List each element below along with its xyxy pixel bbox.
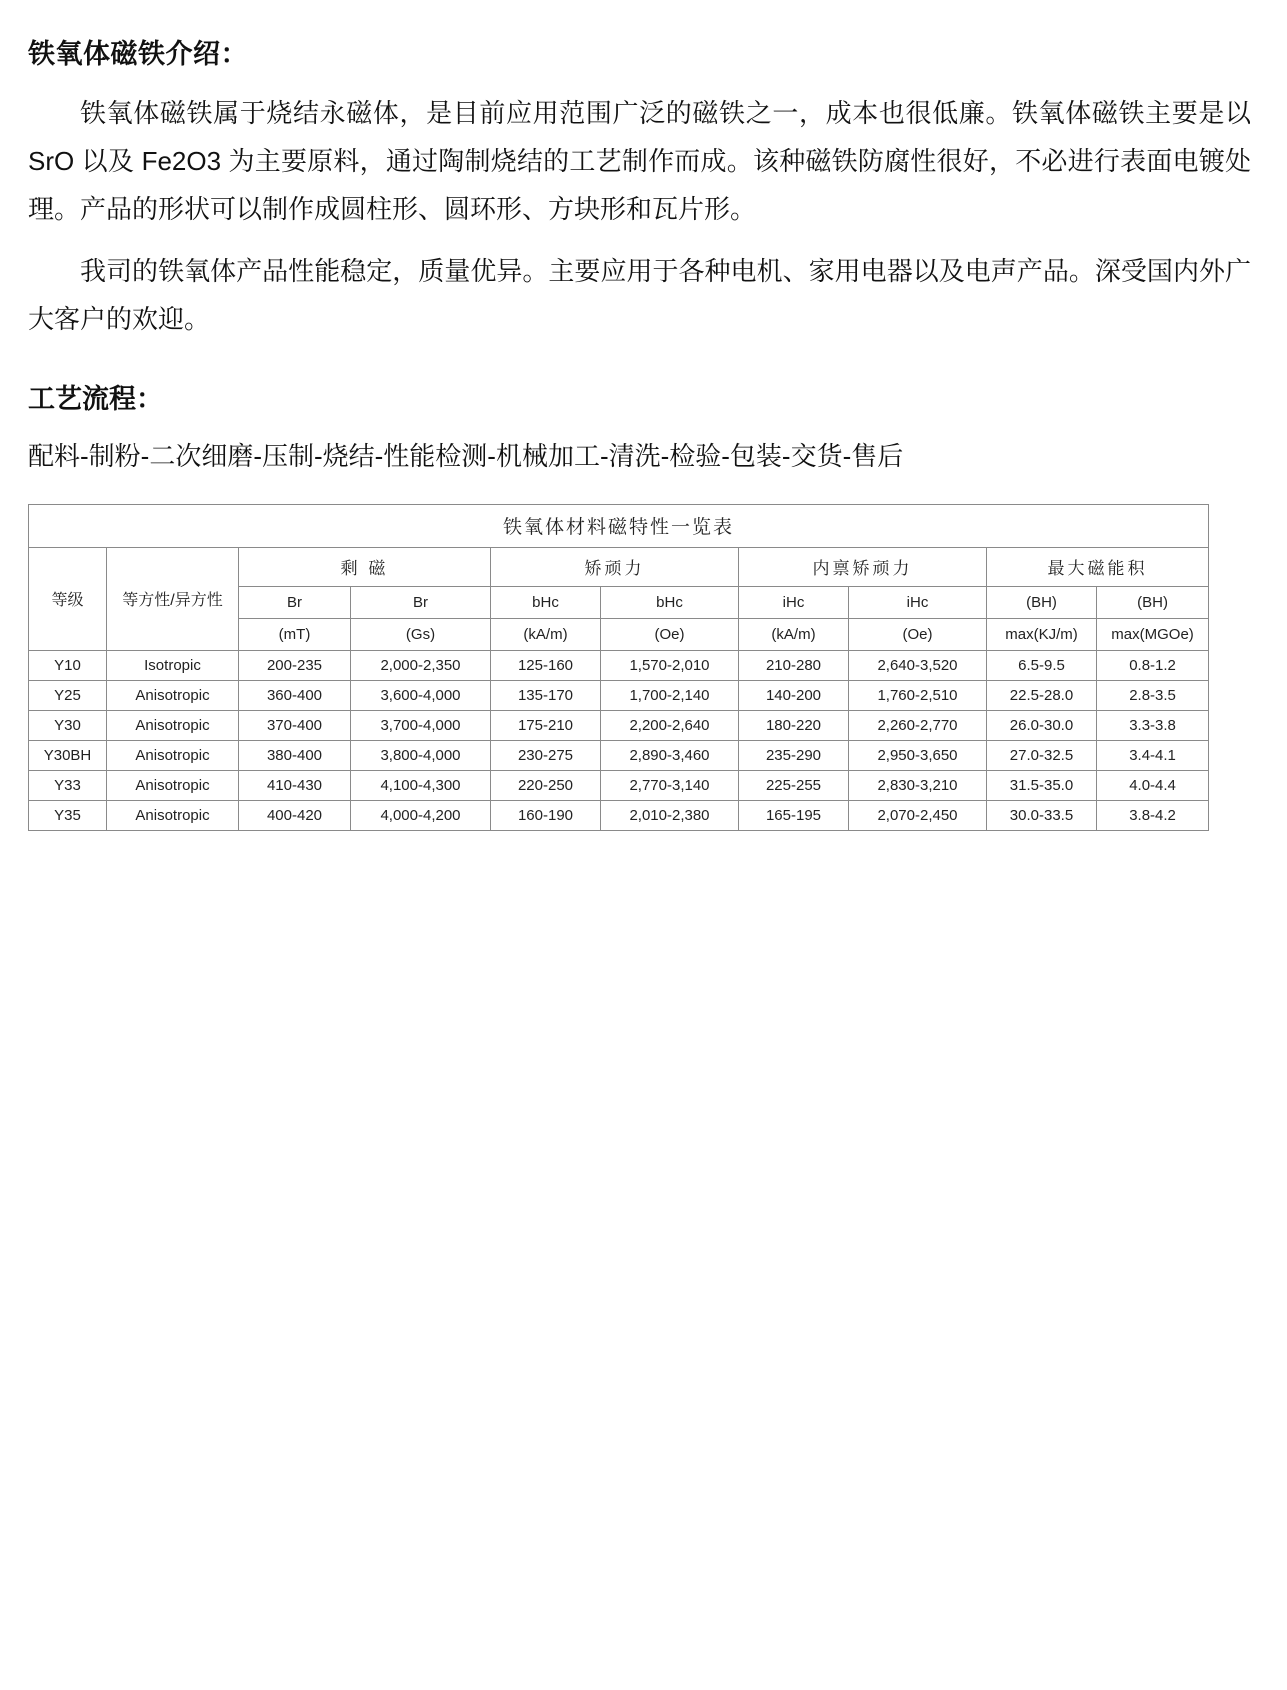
cell-value: 3.8-4.2 bbox=[1097, 800, 1209, 830]
cell-value: Anisotropic bbox=[107, 740, 239, 770]
cell-value: Anisotropic bbox=[107, 770, 239, 800]
header-remanence: 剩 磁 bbox=[239, 547, 491, 586]
intro-paragraph-1: 铁氧体磁铁属于烧结永磁体，是目前应用范围广泛的磁铁之一，成本也很低廉。铁氧体磁铁主要是以 SrO 以及 Fe2O3 为主要原料，通过陶制烧结的工艺制作而成。该种磁铁防腐性很好，不必进行表面电镀处理。产品的形状可以制作成圆柱形、圆环形、方块形和瓦片形。 bbox=[28, 98, 1251, 225]
cell-value: 225-255 bbox=[739, 770, 849, 800]
cell-value: 235-290 bbox=[739, 740, 849, 770]
cell-value: 4,000-4,200 bbox=[351, 800, 491, 830]
cell-value: 3.3-3.8 bbox=[1097, 710, 1209, 740]
cell-value: 1,700-2,140 bbox=[601, 680, 739, 710]
cell-value: 125-160 bbox=[491, 650, 601, 680]
cell-value: 360-400 bbox=[239, 680, 351, 710]
cell-value: 2,010-2,380 bbox=[601, 800, 739, 830]
cell-value: 2.8-3.5 bbox=[1097, 680, 1209, 710]
cell-value: 6.5-9.5 bbox=[987, 650, 1097, 680]
cell-value: 2,950-3,650 bbox=[849, 740, 987, 770]
unit-ihc-oe: (Oe) bbox=[849, 618, 987, 650]
cell-value: 30.0-33.5 bbox=[987, 800, 1097, 830]
unit-bhc-oe: (Oe) bbox=[601, 618, 739, 650]
cell-grade: Y25 bbox=[29, 680, 107, 710]
table-row bbox=[29, 800, 1209, 830]
subheader-ihc-oe: iHc bbox=[849, 586, 987, 618]
header-max-energy-product: 最大磁能积 bbox=[987, 547, 1209, 586]
cell-value: 3,700-4,000 bbox=[351, 710, 491, 740]
cell-value: 140-200 bbox=[739, 680, 849, 710]
intro-title: 铁氧体磁铁介绍： bbox=[28, 39, 248, 69]
cell-value: 1,570-2,010 bbox=[601, 650, 739, 680]
cell-value: Anisotropic bbox=[107, 800, 239, 830]
cell-grade: Y30BH bbox=[29, 740, 107, 770]
unit-ihc-ka: (kA/m) bbox=[739, 618, 849, 650]
cell-value: 2,830-3,210 bbox=[849, 770, 987, 800]
table-title-row bbox=[29, 504, 1209, 547]
table-row bbox=[29, 710, 1209, 740]
unit-br-mt: (mT) bbox=[239, 618, 351, 650]
cell-grade: Y33 bbox=[29, 770, 107, 800]
cell-value: 2,200-2,640 bbox=[601, 710, 739, 740]
cell-grade: Y35 bbox=[29, 800, 107, 830]
subheader-bh-kj: (BH) bbox=[987, 586, 1097, 618]
header-grade: 等级 bbox=[29, 547, 107, 650]
cell-value: 0.8-1.2 bbox=[1097, 650, 1209, 680]
cell-value: 31.5-35.0 bbox=[987, 770, 1097, 800]
ferrite-spec-table bbox=[28, 504, 1209, 831]
cell-grade: Y10 bbox=[29, 650, 107, 680]
cell-value: 1,760-2,510 bbox=[849, 680, 987, 710]
cell-value: 400-420 bbox=[239, 800, 351, 830]
cell-value: 3,600-4,000 bbox=[351, 680, 491, 710]
cell-value: 380-400 bbox=[239, 740, 351, 770]
cell-value: 3.4-4.1 bbox=[1097, 740, 1209, 770]
cell-value: 27.0-32.5 bbox=[987, 740, 1097, 770]
cell-value: 3,800-4,000 bbox=[351, 740, 491, 770]
process-title: 工艺流程： bbox=[28, 384, 163, 415]
cell-value: 220-250 bbox=[491, 770, 601, 800]
unit-bh-mgoe: max(MGOe) bbox=[1097, 618, 1209, 650]
subheader-ihc-ka: iHc bbox=[739, 586, 849, 618]
unit-br-gs: (Gs) bbox=[351, 618, 491, 650]
cell-grade: Y30 bbox=[29, 710, 107, 740]
cell-value: 160-190 bbox=[491, 800, 601, 830]
unit-bhc-ka: (kA/m) bbox=[491, 618, 601, 650]
cell-value: 2,640-3,520 bbox=[849, 650, 987, 680]
header-isotropy: 等方性/异方性 bbox=[107, 547, 239, 650]
cell-value: Isotropic bbox=[107, 650, 239, 680]
cell-value: 4,100-4,300 bbox=[351, 770, 491, 800]
cell-value: 410-430 bbox=[239, 770, 351, 800]
cell-value: 135-170 bbox=[491, 680, 601, 710]
table-row bbox=[29, 650, 1209, 680]
cell-value: 22.5-28.0 bbox=[987, 680, 1097, 710]
subheader-br-mt: Br bbox=[239, 586, 351, 618]
cell-value: 2,000-2,350 bbox=[351, 650, 491, 680]
cell-value: 175-210 bbox=[491, 710, 601, 740]
table-row bbox=[29, 770, 1209, 800]
table-row bbox=[29, 740, 1209, 770]
intro-paragraph-2: 我司的铁氧体产品性能稳定，质量优异。主要应用于各种电机、家用电器以及电声产品。深受国内外广大客户的欢迎。 bbox=[28, 256, 1251, 335]
cell-value: 2,070-2,450 bbox=[849, 800, 987, 830]
cell-value: 2,260-2,770 bbox=[849, 710, 987, 740]
cell-value: 200-235 bbox=[239, 650, 351, 680]
cell-value: 2,770-3,140 bbox=[601, 770, 739, 800]
unit-bh-kj: max(KJ/m) bbox=[987, 618, 1097, 650]
table-title-cell: 铁氧体材料磁特性一览表 bbox=[29, 504, 1209, 547]
cell-value: 370-400 bbox=[239, 710, 351, 740]
cell-value: 180-220 bbox=[739, 710, 849, 740]
cell-value: Anisotropic bbox=[107, 710, 239, 740]
cell-value: 4.0-4.4 bbox=[1097, 770, 1209, 800]
table-group-header-row bbox=[29, 547, 1209, 586]
cell-value: 165-195 bbox=[739, 800, 849, 830]
subheader-bh-mgoe: (BH) bbox=[1097, 586, 1209, 618]
cell-value: 2,890-3,460 bbox=[601, 740, 739, 770]
table-row bbox=[29, 680, 1209, 710]
header-coercivity: 矫顽力 bbox=[491, 547, 739, 586]
header-intrinsic-coercivity: 内禀矫顽力 bbox=[739, 547, 987, 586]
subheader-bhc-oe: bHc bbox=[601, 586, 739, 618]
cell-value: 26.0-30.0 bbox=[987, 710, 1097, 740]
cell-value: Anisotropic bbox=[107, 680, 239, 710]
subheader-bhc-ka: bHc bbox=[491, 586, 601, 618]
spec-table-wrapper bbox=[28, 504, 1194, 831]
subheader-br-gs: Br bbox=[351, 586, 491, 618]
cell-value: 210-280 bbox=[739, 650, 849, 680]
cell-value: 230-275 bbox=[491, 740, 601, 770]
process-text: 配料-制粉-二次细磨-压制-烧结-性能检测-机械加工-清洗-检验-包装-交货-售后 bbox=[28, 441, 904, 472]
